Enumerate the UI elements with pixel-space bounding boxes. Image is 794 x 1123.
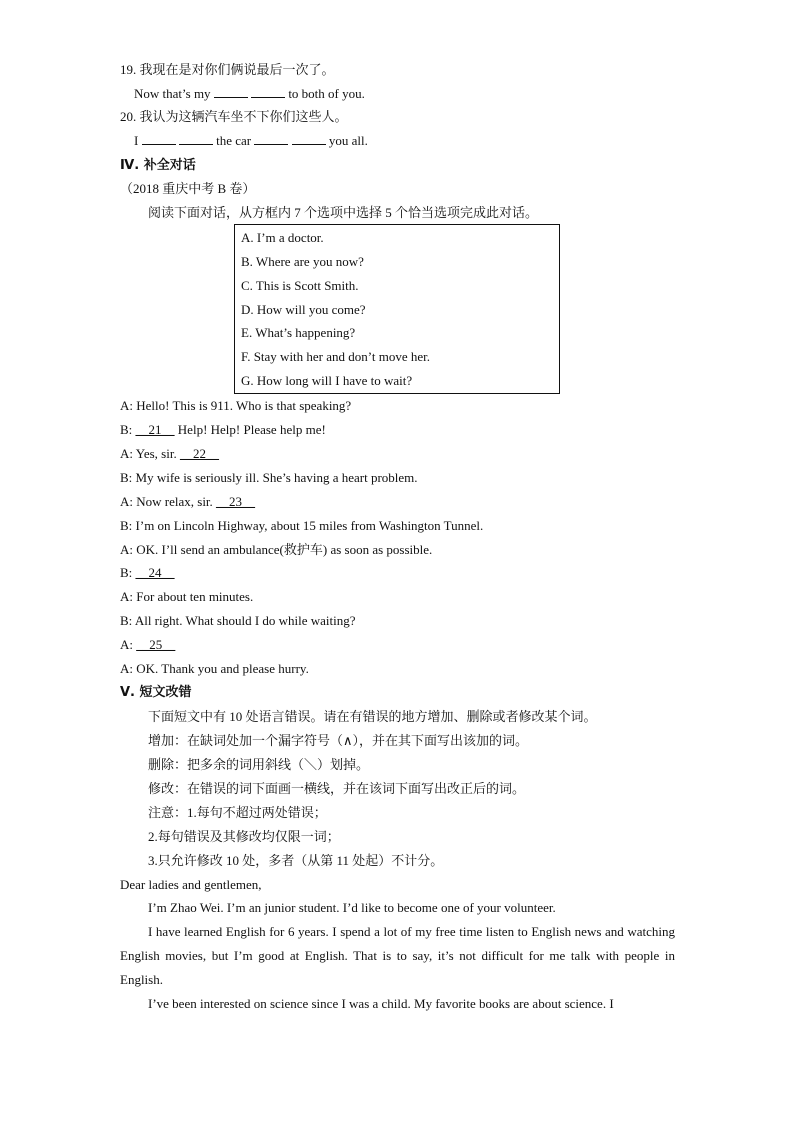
letter-greeting: Dear ladies and gentlemen, [120, 877, 262, 892]
dialog-line: A: For about ten minutes. [120, 589, 254, 604]
q19-chinese: 19. 我现在是对你们俩说最后一次了。 [120, 62, 335, 77]
rule-line: 下面短文中有 10 处语言错误。请在有错误的地方增加、删除或者修改某个词。 [148, 709, 597, 724]
option-c: C. This is Scott Smith. [241, 278, 359, 293]
answer-blank-25: __25__ [136, 637, 176, 652]
dialog-line: B: __21__ Help! Help! Please help me! [120, 422, 326, 437]
blank [142, 132, 176, 145]
option-g: G. How long will I have to wait? [241, 373, 413, 388]
answer-blank-22: __22__ [179, 446, 219, 461]
dialog-line: B: My wife is seriously ill. She’s having a heart problem. [120, 470, 418, 485]
dialog-line: B: __24__ [120, 565, 175, 580]
dialog-line: A: OK. I’ll send an ambulance(救护车) as soon as possible. [120, 542, 433, 557]
answer-blank-23: __23__ [216, 494, 256, 509]
q19-text-a: Now that’s my [134, 86, 211, 101]
blank [214, 85, 248, 98]
answer-blank-24: __24__ [135, 565, 175, 580]
q20-text-b: the car [216, 133, 252, 148]
option-d: D. How will you come? [241, 302, 366, 317]
rule-line: 3.只允许修改 10 处，多者（从第 11 处起）不计分。 [148, 853, 444, 868]
blank [179, 132, 213, 145]
dialog-line: A: __25__ [120, 637, 176, 652]
dialog-line: B: All right. What should I do while waiting? [120, 613, 356, 628]
q19-text-b: to both of you. [288, 86, 365, 101]
dialog-line: B: I’m on Lincoln Highway, about 15 miles from Washington Tunnel. [120, 518, 484, 533]
section4-instruction: 阅读下面对话，从方框内 7 个选项中选择 5 个恰当选项完成此对话。 [148, 205, 539, 220]
option-b: B. Where are you now? [241, 254, 364, 269]
q20-text-c: you all. [328, 133, 368, 148]
option-e: E. What’s happening? [241, 325, 356, 340]
option-a: A. I’m a doctor. [241, 230, 324, 245]
section5-title: Ⅴ. 短文改错 [120, 685, 192, 700]
letter-paragraph-2: I have learned English for 6 years. I spend a lot of my free time listen to English news and watching English movies, but I’m good at English. That is to say, it’s not difficult for me talk with people in English. [120, 924, 675, 987]
rule-line: 修改：在错误的词下面画一横线，并在该词下面写出改正后的词。 [148, 781, 526, 796]
blank [254, 132, 288, 145]
rule-line: 2.每句错误及其修改均仅限一词； [148, 829, 340, 844]
option-f: F. Stay with her and don’t move her. [241, 349, 431, 364]
answer-blank-21: __21__ [135, 422, 175, 437]
dialog-line: A: OK. Thank you and please hurry. [120, 661, 309, 676]
letter-paragraph-1: I’m Zhao Wei. I’m an junior student. I’d like to become one of your volunteer. [148, 900, 556, 915]
dialog-line: A: Now relax, sir. __23__ [120, 494, 256, 509]
q20-text-a: I [134, 133, 139, 148]
blank [292, 132, 326, 145]
dialog-line: A: Yes, sir. __22__ [120, 446, 219, 461]
q19-english [134, 85, 365, 103]
dialog-line: A: Hello! This is 911. Who is that speaking? [120, 398, 352, 413]
section4-source: （2018 重庆中考 B 卷） [120, 181, 256, 196]
q20-english [134, 132, 368, 150]
rule-line: 注意：1.每句不超过两处错误； [148, 805, 327, 820]
rule-line: 删除：把多余的词用斜线（＼）划掉。 [148, 757, 370, 772]
q20-chinese: 20. 我认为这辆汽车坐不下你们这些人。 [120, 109, 348, 124]
section4-title: Ⅳ. 补全对话 [120, 158, 196, 173]
blank [251, 85, 285, 98]
rule-line: 增加：在缺词处加一个漏字符号（∧），并在其下面写出该加的词。 [148, 733, 529, 748]
options-box [234, 224, 560, 394]
letter-paragraph-3: I’ve been interested on science since I was a child. My favorite books are about science. I [148, 996, 614, 1011]
